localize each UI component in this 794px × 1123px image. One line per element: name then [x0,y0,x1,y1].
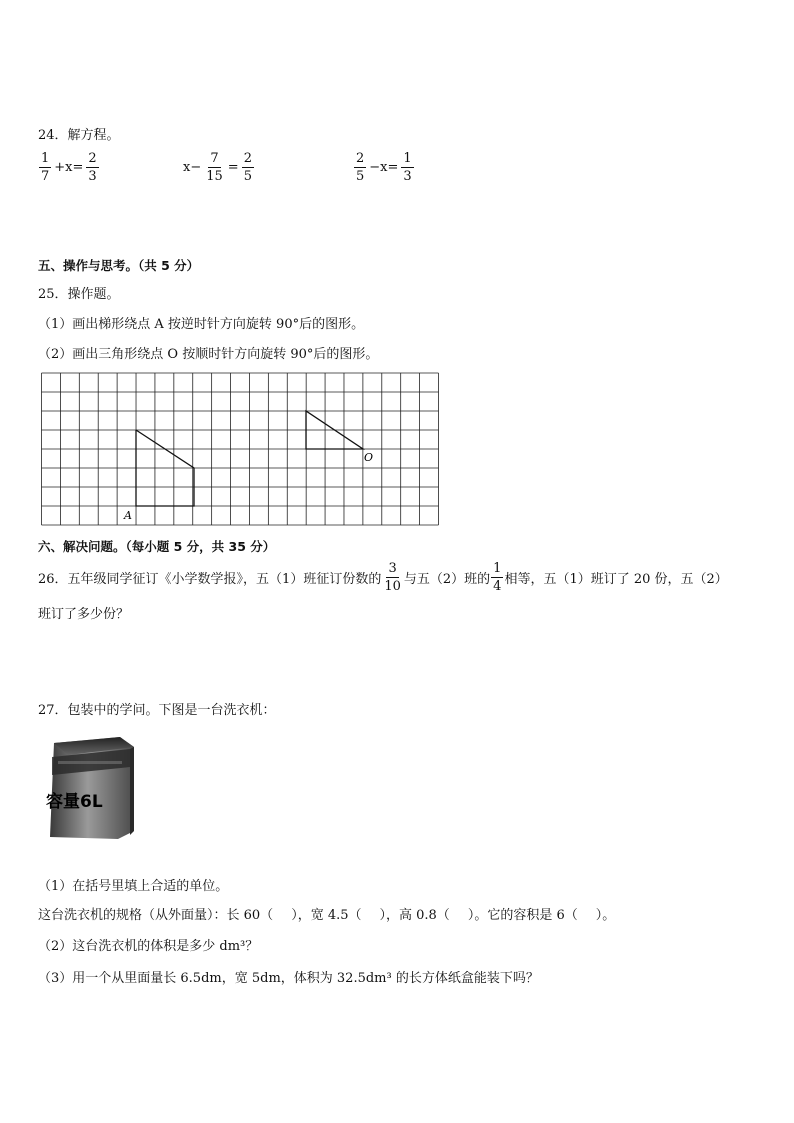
section-6-title: 六、解决问题。（每小题 5 分，共 35 分） [38,539,276,554]
q25-part2: （2）画出三角形绕点 O 按顺时针方向旋转 90°后的图形。 [38,347,379,362]
q25-part1: （1）画出梯形绕点 A 按逆时针方向旋转 90°后的图形。 [38,317,365,332]
equation-1: $\frac{1}{7}$ +x= $\frac{2}{3}$ [41,151,97,184]
fraction: $\frac{2}{5}$ [356,151,365,184]
fraction: $\frac{2}{5}$ [243,151,252,184]
q27-spec-line: 这台洗衣机的规格（从外面量）：长 60（ ），宽 4.5（ ），高 0.8（ ）。它的容积是 6（ ）。 [38,908,616,923]
washing-machine-image [40,733,140,845]
rotation-grid [40,372,440,526]
point-o-label: O [364,451,374,464]
fraction: $\frac{1}{4}$ [493,561,502,594]
fraction: $\frac{2}{3}$ [88,151,97,184]
fraction: $\frac{1}{7}$ [41,151,50,184]
q27-part1: （1）在括号里填上合适的单位。 [38,879,229,894]
q27-part2: （2）这台洗衣机的体积是多少 dm³？ [38,939,259,954]
fraction: $\frac{7}{15}$ [206,151,223,184]
q24-title: 24．解方程。 [38,128,120,143]
q25-title: 25．操作题。 [38,287,120,302]
section-5-title: 五、操作与思考。（共 5 分） [38,258,200,273]
fraction: $\frac{1}{3}$ [403,151,412,184]
q26-line2: 班订了多少份？ [38,607,130,622]
equation-2: x− $\frac{7}{15}$ = $\frac{2}{5}$ [183,151,252,184]
q26-line1: 26．五年级同学征订《小学数学报》，五（1）班征订份数的 $\frac{3}{10}$ 与五（2）班的 $\frac{1}{4}$ 相等，五（1）班订了 20 份，五（2） [38,561,728,594]
q27-part3: （3）用一个从里面量长 6.5dm，宽 5dm，体积为 32.5dm³ 的长方体纸盒能装下吗？ [38,971,539,986]
equation-3: $\frac{2}{5}$ −x= $\frac{1}{3}$ [356,151,412,184]
capacity-label: 容量6L [46,792,103,812]
q27-title: 27．包装中的学问。下图是一台洗衣机： [38,703,276,718]
fraction: $\frac{3}{10}$ [384,561,401,594]
point-a-label: A [124,509,132,522]
